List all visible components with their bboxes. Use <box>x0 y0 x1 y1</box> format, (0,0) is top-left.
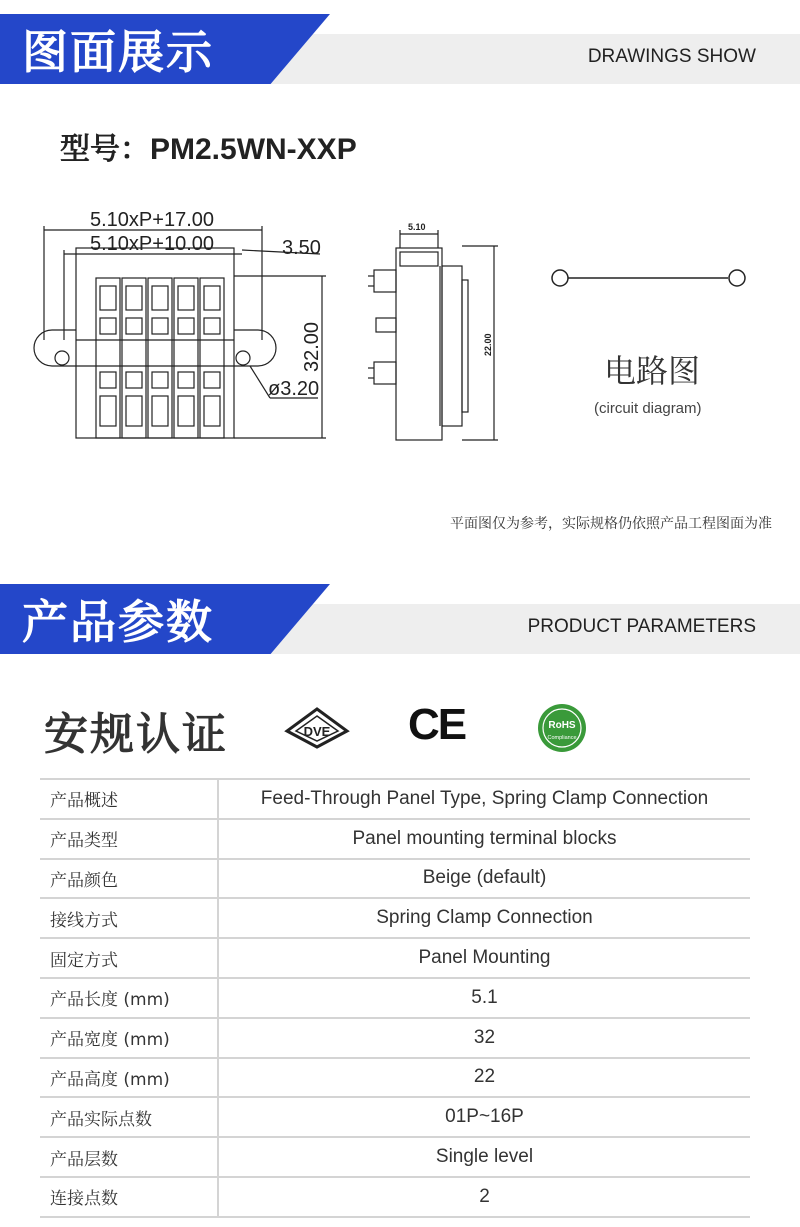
table-row <box>40 1177 750 1217</box>
param-key: 产品长度 (mm) <box>40 978 218 1018</box>
parameters-banner <box>0 570 800 654</box>
param-key: 产品高度 (mm) <box>40 1058 218 1098</box>
param-value: Beige (default) <box>218 859 750 899</box>
right-mounting-hole <box>236 351 250 365</box>
ce-icon: CE <box>408 700 466 749</box>
side-view <box>368 230 498 440</box>
drawings-banner <box>0 0 800 84</box>
vde-text: DVE <box>303 724 331 739</box>
rohs-text: RoHS <box>548 720 576 731</box>
param-value: 5.1 <box>218 978 750 1018</box>
dim-overall-label: 5.10xP+17.00 <box>90 209 214 231</box>
reference-note: 平面图仅为参考，实际规格仍依照产品工程图面为准 <box>450 516 772 532</box>
dim-hole-label: ø3.20 <box>268 378 320 400</box>
param-key: 固定方式 <box>40 938 218 978</box>
section-title-en: PRODUCT PARAMETERS <box>527 616 756 637</box>
rohs-icon <box>536 702 588 754</box>
dim-side-width-label: 5.10 <box>408 222 426 232</box>
certification-title: 安规认证 <box>44 709 228 760</box>
rohs-subtext: Compliance <box>547 735 577 741</box>
param-key: 产品层数 <box>40 1137 218 1177</box>
dim-side-height-label: 22.00 <box>483 333 493 356</box>
param-value: 32 <box>218 1018 750 1058</box>
dim-height-label: 32.00 <box>301 321 323 372</box>
param-value: Feed-Through Panel Type, Spring Clamp Connection <box>218 779 750 819</box>
table-row <box>40 1058 750 1098</box>
param-key: 产品颜色 <box>40 859 218 899</box>
table-row <box>40 859 750 899</box>
param-key: 接线方式 <box>40 898 218 938</box>
section-title-zh: 图面展示 <box>22 25 214 79</box>
circuit-title-zh: 电路图 <box>604 352 701 390</box>
param-value: 2 <box>218 1177 750 1217</box>
param-key: 产品宽度 (mm) <box>40 1018 218 1058</box>
table-row <box>40 819 750 859</box>
table-row <box>40 1018 750 1058</box>
dim-offset-label: 3.50 <box>282 237 321 259</box>
param-key: 连接点数 <box>40 1177 218 1217</box>
circuit-title-en: (circuit diagram) <box>594 400 702 417</box>
vde-icon <box>284 706 350 750</box>
table-row <box>40 898 750 938</box>
param-value: Single level <box>218 1137 750 1177</box>
right-mounting-ear <box>234 330 276 366</box>
table-row <box>40 779 750 819</box>
param-value: Panel Mounting <box>218 938 750 978</box>
table-row <box>40 978 750 1018</box>
circuit-diagram <box>552 270 745 286</box>
section-title-en: DRAWINGS SHOW <box>587 46 756 67</box>
param-key: 产品概述 <box>40 779 218 819</box>
param-value: 22 <box>218 1058 750 1098</box>
parameters-table <box>40 778 750 1218</box>
table-row <box>40 1137 750 1177</box>
param-value: Panel mounting terminal blocks <box>218 819 750 859</box>
model-label: 型号：PM2.5WN-XXP <box>60 133 357 166</box>
section-title-zh: 产品参数 <box>22 595 214 649</box>
param-key: 产品实际点数 <box>40 1097 218 1137</box>
left-mounting-hole <box>55 351 69 365</box>
table-row <box>40 1097 750 1137</box>
param-value: 01P~16P <box>218 1097 750 1137</box>
terminal-columns <box>96 278 224 438</box>
dim-inner-label: 5.10xP+10.00 <box>90 233 214 255</box>
param-value: Spring Clamp Connection <box>218 898 750 938</box>
table-row <box>40 938 750 978</box>
param-key: 产品类型 <box>40 819 218 859</box>
technical-drawing <box>0 190 800 470</box>
